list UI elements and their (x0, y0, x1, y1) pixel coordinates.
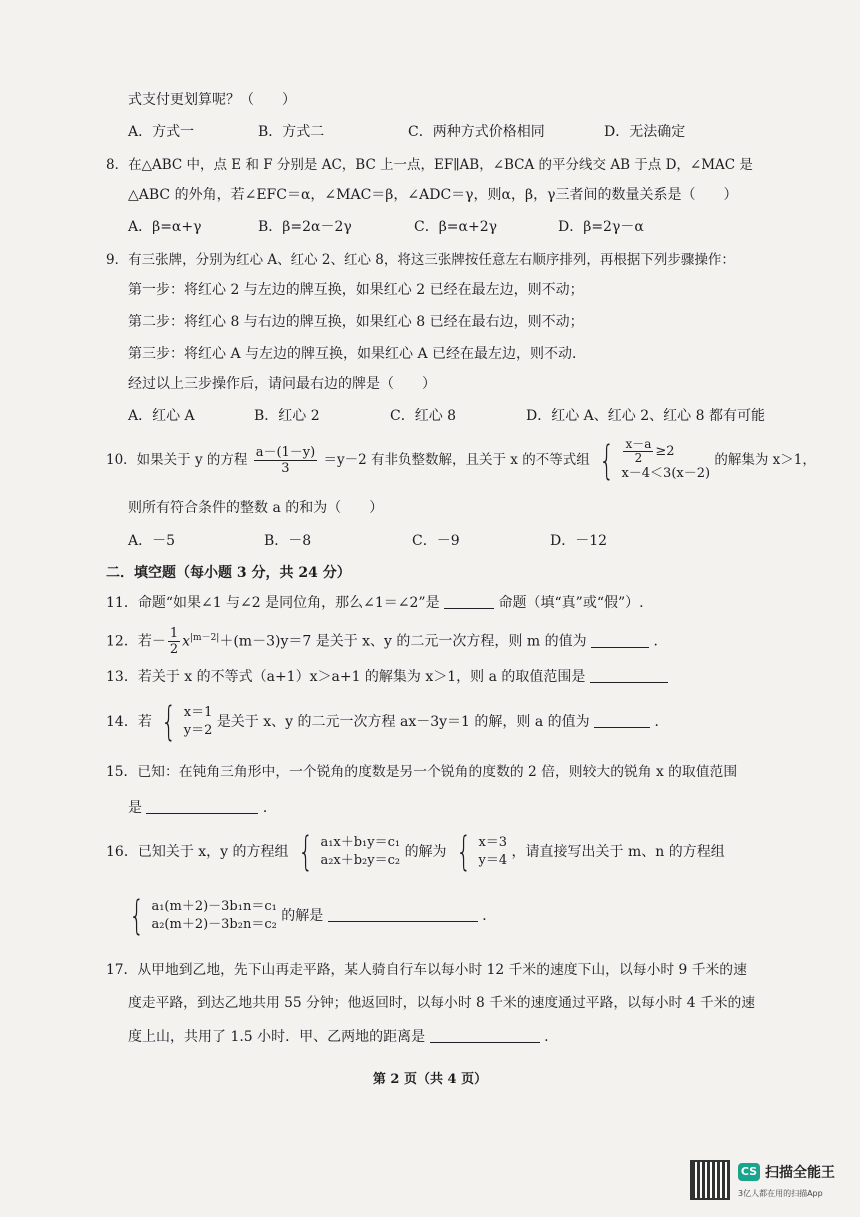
q10-sys-row1 (621, 438, 710, 465)
q9-option-c: C．红心 8 (390, 408, 457, 424)
q12-end: ． (653, 633, 668, 650)
q10-sys-frac-num: x－a (625, 437, 652, 451)
q11-after: 命题（填“真”或“假”）. (498, 595, 644, 611)
q8-line2: △ABC 的外角，若∠EFC＝α，∠MAC＝β，∠ADC＝γ，则α，β，γ三者间的数量关系是（ ） (128, 187, 738, 203)
q9-question: 经过以上三步操作后，请问最右边的牌是（ ） (128, 376, 436, 392)
q16-prefix: 16．已知关于 x，y 的方程组 (106, 844, 289, 860)
q9-step2: 第二步：将红心 8 与右边的牌互换，如果红心 8 已经在最右边，则不动； (128, 314, 584, 330)
camscanner-logo-icon: CS (738, 1163, 760, 1181)
q11-before: 11．命题“如果∠1 与∠2 是同位角，那么∠1＝∠2”是 (106, 595, 440, 611)
q17-line3-text: 度上山，共用了 1.5 小时．甲、乙两地的距离是 (128, 1029, 426, 1045)
q8-option-d: D．β=2γ－α (558, 219, 644, 235)
q10-sys-frac-den: 2 (634, 451, 643, 465)
q17-line1: 17．从甲地到乙地，先下山再走平路，某人骑自行车以每小时 12 千米的速度下山，以每小时 9 千米的速 (106, 962, 747, 978)
q16-suffix: ，请直接写出关于 m、n 的方程组 (511, 844, 725, 860)
q14-answer-blank[interactable] (594, 713, 650, 728)
q15-line2-text: 是 (128, 800, 142, 816)
q7-option-a: A．方式一 (128, 124, 195, 140)
q9-line1: 9．有三张牌，分别为红心 A、红心 2、红心 8，将这三张牌按任意左右顺序排列，再根据下列步骤操作： (106, 252, 735, 268)
q16-sol-row1: x＝3 (478, 835, 508, 850)
q12-prefix: 12．若－ (106, 633, 166, 650)
q8-option-a: A．β=α+γ (128, 219, 202, 235)
q10-option-b: B．－8 (264, 533, 312, 549)
q16-target-system (124, 893, 277, 939)
q11 (106, 593, 644, 613)
q13-text: 13．若关于 x 的不等式（a+1）x＞a+1 的解集为 x＞1，则 a 的取值范围是 (106, 669, 586, 685)
left-brace-icon: { (129, 893, 145, 939)
q16-given-system (293, 829, 401, 875)
q16-sol-row2: y＝4 (478, 853, 508, 868)
q17-line3 (128, 1027, 549, 1047)
q14 (106, 700, 669, 744)
q7-option-b: B．方式二 (258, 124, 325, 140)
q10-frac-num: a－(1－y) (255, 445, 316, 460)
q14-solution-system (156, 699, 213, 745)
q12-rest: ＋(m－3)y＝7 是关于 x、y 的二元一次方程，则 m 的值为 (219, 633, 587, 650)
q14-row2: y＝2 (183, 723, 213, 738)
q15-answer-blank[interactable] (146, 799, 258, 814)
q16-sys1-row1: a₁x＋b₁y＝c₁ (320, 835, 401, 850)
section-heading: 二．填空题（每小题 3 分，共 24 分） (106, 565, 351, 581)
q10-sys-row2: x－4＜3(x－2) (621, 466, 711, 481)
q7-option-c: C．两种方式价格相同 (408, 124, 545, 140)
q10-line1 (106, 438, 816, 483)
q10-option-c: C．－9 (412, 533, 460, 549)
q16-sys2-row2: a₂(m＋2)－3b₂n＝c₂ (151, 917, 277, 932)
q16-answer-blank[interactable] (328, 907, 478, 922)
camscanner-name: 扫描全能王 (765, 1165, 835, 1181)
camscanner-tagline: 3亿人都在用的扫描App (738, 1189, 823, 1198)
q8-option-c: C．β=α+2γ (414, 219, 497, 235)
q10-frac-den: 3 (281, 461, 290, 476)
q14-end: ． (654, 714, 669, 730)
q10-fraction (254, 445, 318, 476)
q16-line1 (106, 828, 725, 876)
q15-end: ． (262, 800, 277, 816)
q10-option-a: A．－5 (128, 533, 176, 549)
q14-row1: x＝1 (183, 705, 213, 720)
page-number: 第 2 页（共 4 页） (372, 1072, 488, 1087)
q9-option-a: A．红心 A (128, 408, 195, 424)
left-brace-icon: { (161, 699, 177, 745)
q17-answer-blank[interactable] (430, 1028, 540, 1043)
q15-line2 (128, 798, 277, 818)
q11-answer-blank[interactable] (444, 594, 494, 609)
left-brace-icon: { (298, 829, 314, 875)
q7-tail: 式支付更划算呢？（ ） (128, 92, 296, 108)
q16-solution-system (451, 829, 508, 875)
q16-mid: 的解为 (404, 844, 447, 860)
q13 (106, 667, 668, 687)
q9-step3: 第三步：将红心 A 与左边的牌互换，如果红心 A 已经在最左边，则不动． (128, 346, 587, 362)
q10-sys-row1-tail: ≥2 (655, 444, 675, 459)
q16-end: ． (482, 908, 497, 924)
q9-option-b: B．红心 2 (254, 408, 320, 424)
q15-line1: 15．已知：在钝角三角形中，一个锐角的度数是另一个锐角的度数的 2 倍，则较大的锐角 x 的取值范围 (106, 764, 738, 780)
left-brace-icon: { (599, 437, 615, 484)
q12-answer-blank[interactable] (591, 633, 649, 648)
qr-code-icon (690, 1160, 730, 1200)
q10-prefix: 10．如果关于 y 的方程 (106, 452, 248, 468)
q14-prefix: 14．若 (106, 714, 152, 730)
q13-answer-blank[interactable] (590, 668, 668, 683)
q10-line2: 则所有符合条件的整数 a 的和为（ ） (128, 500, 384, 516)
q14-rest: 是关于 x、y 的二元一次方程 ax－3y＝1 的解，则 a 的值为 (216, 714, 590, 730)
q12-frac-num: 1 (169, 626, 179, 642)
q12-exponent: |m－2| (190, 633, 220, 643)
q9-step1: 第一步：将红心 2 与左边的牌互换，如果红心 2 已经在最左边，则不动； (128, 282, 584, 298)
q8-option-b: B．β=2α－2γ (258, 219, 352, 235)
q16-tail: 的解是 (281, 908, 324, 924)
left-brace-icon: { (456, 829, 472, 875)
q16-sys2-row1: a₁(m＋2)－3b₁n＝c₁ (151, 899, 277, 914)
q12 (106, 618, 668, 662)
q7-option-d: D．无法确定 (604, 124, 686, 140)
q12-frac-den: 2 (169, 642, 179, 658)
q8-line1: 8．在△ABC 中，点 E 和 F 分别是 AC，BC 上一点，EF∥AB，∠BCA 的平分线交 AB 于点 D，∠MAC 是 (106, 157, 753, 173)
q10-inequality-system (594, 438, 710, 483)
q9-option-d: D．红心 A、红心 2、红心 8 都有可能 (526, 408, 765, 424)
q16-line2 (124, 892, 496, 940)
q10-option-d: D．－12 (550, 533, 608, 549)
q10-mid: ＝y－2 有非负整数解，且关于 x 的不等式组 (323, 452, 590, 468)
q12-expr: x (182, 633, 191, 650)
q17-end: . (544, 1029, 549, 1045)
q17-line2: 度走平路，到达乙地共用 55 分钟；他返回时，以每小时 8 千米的速度通过平路，以每小时 4 千米的速 (128, 995, 756, 1011)
q10-suffix: 的解集为 x＞1， (714, 452, 816, 468)
q16-sys1-row2: a₂x＋b₂y＝c₂ (320, 853, 401, 868)
